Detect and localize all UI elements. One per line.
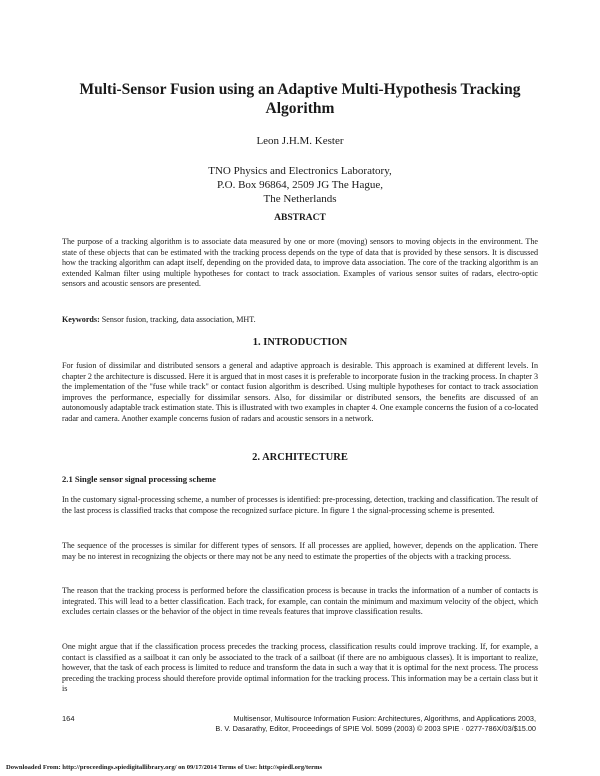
citation-line-2: B. V. Dasarathy, Editor, Proceedings of SPIE Vol. 5099 (2003) © 2003 SPIE · 0277-786X/03/$15.00 bbox=[215, 723, 536, 733]
keywords-text: Sensor fusion, tracking, data association, MHT. bbox=[99, 315, 256, 324]
download-notice: Downloaded From: http://proceedings.spiedigitallibrary.org/ on 09/17/2014 Terms of Use: http://spiedl.org/terms bbox=[6, 764, 323, 771]
citation-line-1: Multisensor, Multisource Information Fusion: Architectures, Algorithms, and Applications 2003, bbox=[233, 714, 536, 723]
section-architecture-heading: 2. ARCHITECTURE bbox=[252, 452, 348, 463]
affiliation-line-3: The Netherlands bbox=[263, 193, 337, 205]
architecture-paragraph-1: In the customary signal-processing scheme, a number of processes is identified: pre-processing, detection, tracking and classification. The result of the last process is classified tracks that compose the recognized surface picture. In figure 1 the signal-processing scheme is presented. bbox=[62, 495, 538, 515]
abstract-heading: ABSTRACT bbox=[274, 213, 326, 223]
paper-title: Multi-Sensor Fusion using an Adaptive Multi-Hypothesis Tracking Algorithm bbox=[79, 81, 521, 117]
page-number: 164 bbox=[62, 714, 75, 723]
proceedings-citation bbox=[206, 714, 536, 733]
section-introduction-heading: 1. INTRODUCTION bbox=[252, 337, 348, 348]
architecture-paragraph-4: One might argue that if the classification process precedes the tracking process, classification results could improve tracking. If, for example, a contact is classified as a sailboat it can only be associated to the track of a sailboat (if there are no ambiguous classes). It is important to realize, however, that the task of each process is limited to reduce and transform the data in such a way that it is optimal for the next process. The process preceding the tracking process should therefore provide optimal information for the tracking process. This information may be a certain class but it is bbox=[62, 642, 538, 694]
architecture-paragraph-3: The reason that the tracking process is performed before the classification process is because in tracks the information of a number of contacts is integrated. This will lead to a better classification. Each track, for example, can contain the minimum and maximum velocity of the object, which excludes certain classes or the behavior of the object in time reveals features that improve classification results. bbox=[62, 586, 538, 617]
affiliation-line-1: TNO Physics and Electronics Laboratory, bbox=[208, 165, 392, 177]
architecture-paragraph-2: The sequence of the processes is similar for different types of sensors. If all processes are applied, however, depends on the application. There may be no interest in recognizing the objects or there may not be any need to estimate the properties of the objects with a tracking process. bbox=[62, 541, 538, 561]
introduction-paragraph: For fusion of dissimilar and distributed sensors a general and adaptive approach is desirable. This approach is examined at different levels. In chapter 2 the architecture is discussed. Here it is argued that in most cases it is preferable to incorporate fusion in the tracking process. In chapter 3 the implementation of the "fuse while track" or contact fusion algorithm is described. Using multiple hypotheses for contact to track association improves the performance, especially for dissimilar sensors. Also, for dissimilar or distributed sensors, the benefits are discussed of an autonomously adaptable track estimation state. This is illustrated with two examples in chapter 4. One example concerns the fusion of a co-located radar and camera. Another example concerns fusion of radars and acoustic sensors in a network. bbox=[62, 361, 538, 423]
affiliation-line-2: P.O. Box 96864, 2509 JG The Hague, bbox=[216, 179, 383, 191]
author-name: Leon J.H.M. Kester bbox=[256, 135, 344, 147]
keywords-label: Keywords: bbox=[62, 315, 100, 324]
keywords-line bbox=[62, 315, 538, 326]
abstract-text: The purpose of a tracking algorithm is to associate data measured by one or more (moving) sensors to moving objects in the environment. The state of these objects that can be estimated with the tracking process depends on the type of data that is provided by these sensors. It is discussed how the tracking algorithm can adapt itself, depending on the provided data, to improve data association. The core of the tracking algorithm is an extended Kalman filter using multiple hypotheses for contact to track association. Examples of various sensor suites of radars, electro-optic sensors and acoustic sensors are presented. bbox=[62, 237, 538, 289]
subsection-heading: 2.1 Single sensor signal processing scheme bbox=[62, 474, 216, 484]
